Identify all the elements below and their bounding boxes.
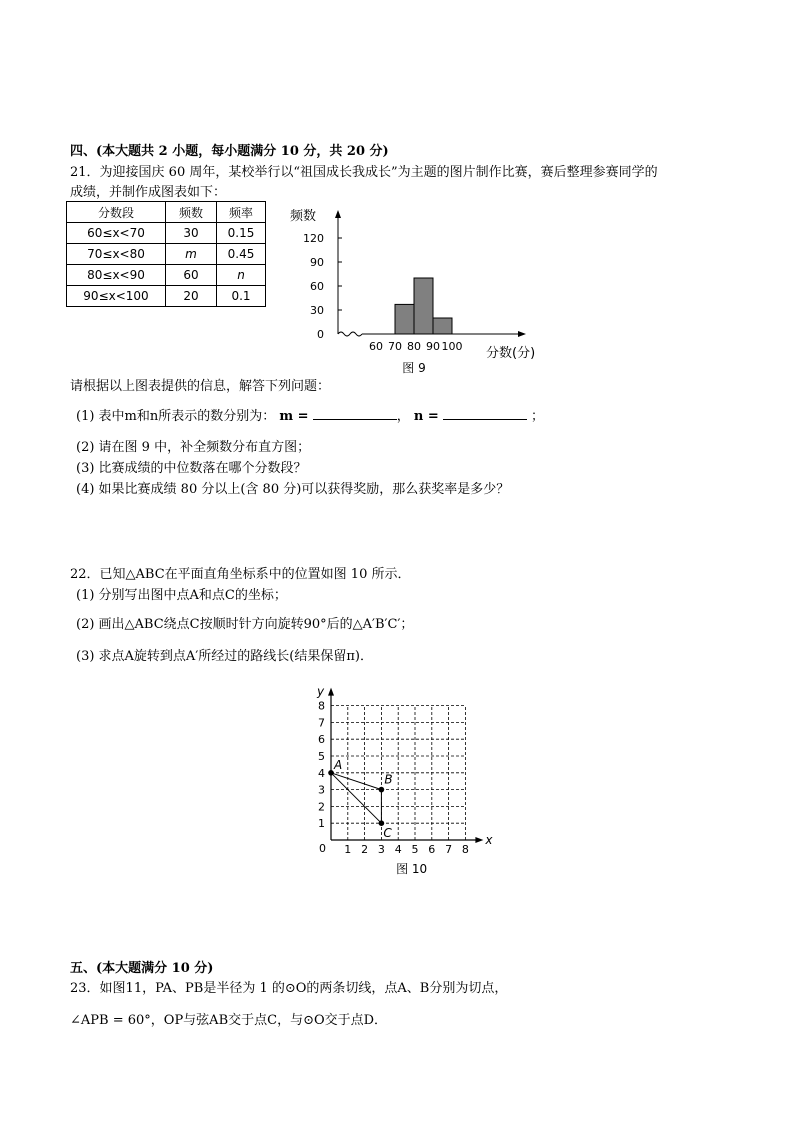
table-header: 分数段 (67, 202, 166, 223)
question-22-part-3: (3) 求点A旋转到点A′所经过的路线长(结果保留π)． (76, 649, 373, 664)
figure-caption: 图 9 (402, 361, 426, 375)
x-tick-label: 6 (428, 843, 436, 856)
x-tick-label: 4 (394, 843, 402, 856)
x-tick-label: 80 (407, 340, 421, 353)
m-answer-blank[interactable] (313, 407, 397, 420)
x-tick-label: 90 (426, 340, 440, 353)
part-1-text: (1) 表中m和n所表示的数分别为： (76, 409, 276, 424)
y-tick-label: 90 (310, 256, 324, 269)
x-tick-label: 7 (445, 843, 453, 856)
y-tick-label: 3 (318, 783, 325, 797)
triangle-abc (331, 773, 381, 823)
table-row (67, 244, 266, 265)
x-tick-label: 70 (388, 340, 402, 353)
y-tick-label: 4 (318, 766, 325, 780)
y-tick-label: 60 (310, 280, 324, 293)
table-header: 频率 (217, 202, 266, 223)
x-tick-label: 3 (377, 843, 385, 856)
y-tick-label: 120 (303, 232, 324, 245)
table-cell: 0.1 (217, 286, 266, 307)
table-cell: 90≤x<100 (67, 286, 166, 307)
y-tick-label: 6 (318, 733, 325, 747)
coordinate-grid-figure (305, 675, 505, 880)
point-marker (379, 787, 385, 793)
table-cell: 60 (166, 265, 217, 286)
part-1-end: ； (531, 409, 545, 424)
m-label: m = (279, 409, 309, 424)
question-21-intro: 21．为迎接国庆 60 周年，某校举行以“祖国成长我成长”为主题的图片制作比赛，赛后整理参赛同学的 (70, 165, 658, 180)
question-21-intro-cont: 成绩，并制作成图表如下： (70, 185, 227, 200)
question-23-line-2: ∠APB = 60°，OP与弦AB交于点C，与⊙O交于点D． (70, 1013, 388, 1028)
x-axis-arrow (518, 331, 526, 337)
x-tick-label: 5 (411, 843, 419, 856)
y-tick-label: 1 (318, 817, 325, 831)
x-axis-arrow (475, 837, 483, 843)
y-tick-label: 30 (310, 304, 324, 317)
table-cell: 60≤x<70 (67, 223, 166, 244)
y-axis-arrow (328, 688, 334, 696)
question-23-line-1: 23．如图11，PA、PB是半径为 1 的⊙O的两条切线，点A、B分别为切点， (70, 981, 508, 996)
question-22-part-1: (1) 分别写出图中点A和点C的坐标； (76, 588, 287, 603)
table-row (67, 223, 266, 244)
point-marker (328, 770, 334, 776)
table-header-row (67, 202, 266, 223)
frequency-table (66, 201, 266, 307)
x-tick-label: 60 (369, 340, 383, 353)
question-21-part-4: (4) 如果比赛成绩 80 分以上(含 80 分)可以获得奖励，那么获奖率是多少？ (76, 482, 510, 497)
n-answer-blank[interactable] (443, 407, 527, 420)
x-axis-label: x (485, 833, 493, 847)
histogram-chart (280, 200, 570, 380)
table-cell: n (217, 265, 266, 286)
question-21-part-2: (2) 请在图 9 中，补全频数分布直方图； (76, 440, 311, 455)
y-tick-label: 8 (318, 699, 325, 713)
point-label-b: B (384, 772, 393, 787)
x-axis-label: 分数(分) (486, 346, 536, 361)
separator: ， (396, 409, 410, 424)
section-heading: 五、(本大题满分 10 分) (70, 961, 214, 976)
table-cell: m (166, 244, 217, 265)
y-tick-label: 2 (318, 800, 325, 814)
origin-label: 0 (319, 842, 326, 855)
axis-break-squiggle (338, 332, 362, 336)
figure-caption: 图 10 (396, 862, 428, 876)
table-cell: 20 (166, 286, 217, 307)
section-heading: 四、(本大题共 2 小题，每小题满分 10 分，共 20 分) (70, 144, 389, 159)
point-marker (379, 820, 385, 826)
histogram-bar (395, 304, 414, 334)
n-label: n = (413, 409, 439, 424)
y-axis-label: 频数 (290, 209, 317, 224)
question-21-prompt: 请根据以上图表提供的信息，解答下列问题： (70, 379, 331, 394)
table-cell: 0.15 (217, 223, 266, 244)
table-cell: 0.45 (217, 244, 266, 265)
table-cell: 80≤x<90 (67, 265, 166, 286)
y-axis-label: y (317, 684, 325, 699)
y-tick-label: 7 (318, 716, 325, 730)
question-21-part-1 (76, 405, 544, 424)
table-cell: 30 (166, 223, 217, 244)
y-tick-label: 0 (317, 328, 324, 341)
y-tick-label: 5 (318, 750, 325, 763)
question-22-intro: 22．已知△ABC在平面直角坐标系中的位置如图 10 所示． (70, 567, 411, 582)
x-tick-label: 8 (461, 843, 469, 856)
histogram-bar (433, 318, 452, 334)
y-axis-arrow (335, 210, 341, 218)
histogram-bar (414, 278, 433, 334)
x-tick-label: 100 (441, 340, 463, 353)
table-row (67, 265, 266, 286)
x-tick-label: 2 (361, 843, 369, 856)
table-row (67, 286, 266, 307)
x-tick-label: 1 (344, 843, 352, 856)
table-header: 频数 (166, 202, 217, 223)
table-cell: 70≤x<80 (67, 244, 166, 265)
question-22-part-2: (2) 画出△ABC绕点C按顺时针方向旋转90°后的△A′B′C′； (76, 617, 414, 632)
point-label-c: C (383, 826, 392, 841)
point-label-a: A (334, 757, 343, 772)
question-21-part-3: (3) 比赛成绩的中位数落在哪个分数段？ (76, 461, 307, 476)
